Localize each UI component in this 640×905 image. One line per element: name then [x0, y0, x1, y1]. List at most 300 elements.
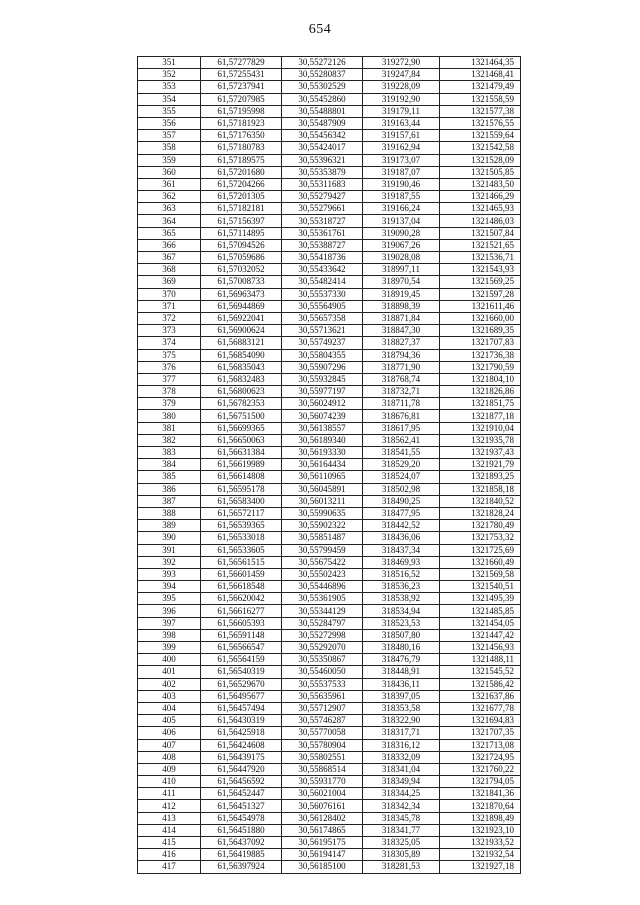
point-number-cell: 372	[138, 312, 201, 324]
y-coordinate-cell: 1321488,11	[440, 654, 521, 666]
y-coordinate-cell: 1321576,55	[440, 117, 521, 129]
latitude-cell: 61,56566547	[201, 642, 282, 654]
point-number-cell: 415	[138, 837, 201, 849]
x-coordinate-cell: 318437,34	[363, 544, 440, 556]
x-coordinate-cell: 319162,94	[363, 142, 440, 154]
point-number-cell: 404	[138, 702, 201, 714]
longitude-cell: 30,55344129	[282, 605, 363, 617]
y-coordinate-cell: 1321910,04	[440, 422, 521, 434]
longitude-cell: 30,55396321	[282, 154, 363, 166]
point-number-cell: 413	[138, 812, 201, 824]
longitude-cell: 30,55388727	[282, 239, 363, 251]
latitude-cell: 61,57114895	[201, 227, 282, 239]
point-number-cell: 401	[138, 666, 201, 678]
latitude-cell: 61,56437092	[201, 837, 282, 849]
y-coordinate-cell: 1321937,43	[440, 447, 521, 459]
x-coordinate-cell: 318732,71	[363, 386, 440, 398]
y-coordinate-cell: 1321935,78	[440, 434, 521, 446]
table-row	[138, 215, 521, 227]
longitude-cell: 30,55284797	[282, 617, 363, 629]
longitude-cell: 30,55712907	[282, 702, 363, 714]
x-coordinate-cell: 318898,39	[363, 300, 440, 312]
table-row	[138, 532, 521, 544]
longitude-cell: 30,56110965	[282, 471, 363, 483]
latitude-cell: 61,56540319	[201, 666, 282, 678]
x-coordinate-cell: 319187,07	[363, 166, 440, 178]
x-coordinate-cell: 318516,52	[363, 568, 440, 580]
latitude-cell: 61,56900624	[201, 325, 282, 337]
table-row	[138, 593, 521, 605]
table-row	[138, 422, 521, 434]
table-row	[138, 349, 521, 361]
x-coordinate-cell: 319028,08	[363, 252, 440, 264]
latitude-cell: 61,57182181	[201, 203, 282, 215]
table-row	[138, 252, 521, 264]
table-row	[138, 288, 521, 300]
y-coordinate-cell: 1321826,86	[440, 386, 521, 398]
latitude-cell: 61,56397924	[201, 861, 282, 873]
point-number-cell: 375	[138, 349, 201, 361]
longitude-cell: 30,56024912	[282, 398, 363, 410]
x-coordinate-cell: 318771,90	[363, 361, 440, 373]
table-row	[138, 361, 521, 373]
point-number-cell: 395	[138, 593, 201, 605]
latitude-cell: 61,56451327	[201, 800, 282, 812]
point-number-cell: 412	[138, 800, 201, 812]
longitude-cell: 30,55418736	[282, 252, 363, 264]
longitude-cell: 30,55799459	[282, 544, 363, 556]
longitude-cell: 30,55318727	[282, 215, 363, 227]
table-row	[138, 130, 521, 142]
x-coordinate-cell: 319190,46	[363, 178, 440, 190]
table-row	[138, 325, 521, 337]
point-number-cell: 363	[138, 203, 201, 215]
x-coordinate-cell: 318322,90	[363, 715, 440, 727]
y-coordinate-cell: 1321468,41	[440, 69, 521, 81]
longitude-cell: 30,56045891	[282, 483, 363, 495]
y-coordinate-cell: 1321465,93	[440, 203, 521, 215]
table-row	[138, 227, 521, 239]
longitude-cell: 30,55452860	[282, 93, 363, 105]
y-coordinate-cell: 1321828,24	[440, 507, 521, 519]
x-coordinate-cell: 319173,07	[363, 154, 440, 166]
x-coordinate-cell: 318305,89	[363, 849, 440, 861]
latitude-cell: 61,56564159	[201, 654, 282, 666]
latitude-cell: 61,56591148	[201, 629, 282, 641]
table-row	[138, 203, 521, 215]
latitude-cell: 61,56650063	[201, 434, 282, 446]
point-number-cell: 368	[138, 264, 201, 276]
latitude-cell: 61,56583400	[201, 495, 282, 507]
longitude-cell: 30,55353879	[282, 166, 363, 178]
x-coordinate-cell: 318794,36	[363, 349, 440, 361]
table-row	[138, 812, 521, 824]
y-coordinate-cell: 1321923,10	[440, 824, 521, 836]
y-coordinate-cell: 1321558,59	[440, 93, 521, 105]
point-number-cell: 397	[138, 617, 201, 629]
x-coordinate-cell: 319090,28	[363, 227, 440, 239]
table-row	[138, 495, 521, 507]
y-coordinate-cell: 1321780,49	[440, 520, 521, 532]
table-row	[138, 520, 521, 532]
longitude-cell: 30,56185100	[282, 861, 363, 873]
x-coordinate-cell: 318541,55	[363, 447, 440, 459]
x-coordinate-cell: 318442,52	[363, 520, 440, 532]
y-coordinate-cell: 1321528,09	[440, 154, 521, 166]
latitude-cell: 61,56631384	[201, 447, 282, 459]
y-coordinate-cell: 1321611,46	[440, 300, 521, 312]
point-number-cell: 409	[138, 763, 201, 775]
x-coordinate-cell: 318341,04	[363, 763, 440, 775]
y-coordinate-cell: 1321677,78	[440, 702, 521, 714]
x-coordinate-cell: 318997,11	[363, 264, 440, 276]
table-row	[138, 654, 521, 666]
x-coordinate-cell: 318281,53	[363, 861, 440, 873]
latitude-cell: 61,56595178	[201, 483, 282, 495]
x-coordinate-cell: 318316,12	[363, 739, 440, 751]
table-row	[138, 605, 521, 617]
x-coordinate-cell: 318536,23	[363, 581, 440, 593]
latitude-cell: 61,56922041	[201, 312, 282, 324]
y-coordinate-cell: 1321840,52	[440, 495, 521, 507]
longitude-cell: 30,55932845	[282, 373, 363, 385]
x-coordinate-cell: 318768,74	[363, 373, 440, 385]
longitude-cell: 30,55279661	[282, 203, 363, 215]
x-coordinate-cell: 318490,25	[363, 495, 440, 507]
longitude-cell: 30,55802551	[282, 751, 363, 763]
latitude-cell: 61,57180783	[201, 142, 282, 154]
table-row	[138, 154, 521, 166]
point-number-cell: 362	[138, 191, 201, 203]
latitude-cell: 61,56419885	[201, 849, 282, 861]
latitude-cell: 61,57094526	[201, 239, 282, 251]
table-row	[138, 544, 521, 556]
table-row	[138, 763, 521, 775]
point-number-cell: 365	[138, 227, 201, 239]
latitude-cell: 61,57255431	[201, 69, 282, 81]
y-coordinate-cell: 1321507,84	[440, 227, 521, 239]
longitude-cell: 30,55537330	[282, 288, 363, 300]
y-coordinate-cell: 1321724,95	[440, 751, 521, 763]
longitude-cell: 30,56194147	[282, 849, 363, 861]
table-row	[138, 81, 521, 93]
point-number-cell: 410	[138, 776, 201, 788]
longitude-cell: 30,55770058	[282, 727, 363, 739]
point-number-cell: 355	[138, 105, 201, 117]
longitude-cell: 30,55564905	[282, 300, 363, 312]
table-row	[138, 837, 521, 849]
longitude-cell: 30,55851487	[282, 532, 363, 544]
y-coordinate-cell: 1321569,58	[440, 568, 521, 580]
x-coordinate-cell: 319192,90	[363, 93, 440, 105]
point-number-cell: 364	[138, 215, 201, 227]
longitude-cell: 30,56189340	[282, 434, 363, 446]
x-coordinate-cell: 318436,06	[363, 532, 440, 544]
point-number-cell: 351	[138, 57, 201, 69]
longitude-cell: 30,55675422	[282, 556, 363, 568]
point-number-cell: 385	[138, 471, 201, 483]
table-row	[138, 57, 521, 69]
y-coordinate-cell: 1321927,18	[440, 861, 521, 873]
point-number-cell: 379	[138, 398, 201, 410]
y-coordinate-cell: 1321753,32	[440, 532, 521, 544]
point-number-cell: 358	[138, 142, 201, 154]
y-coordinate-cell: 1321464,35	[440, 57, 521, 69]
table-row	[138, 459, 521, 471]
point-number-cell: 387	[138, 495, 201, 507]
table-row	[138, 178, 521, 190]
longitude-cell: 30,56013211	[282, 495, 363, 507]
table-row	[138, 727, 521, 739]
latitude-cell: 61,56601459	[201, 568, 282, 580]
point-number-cell: 359	[138, 154, 201, 166]
point-number-cell: 380	[138, 410, 201, 422]
y-coordinate-cell: 1321794,05	[440, 776, 521, 788]
point-number-cell: 382	[138, 434, 201, 446]
x-coordinate-cell: 318349,94	[363, 776, 440, 788]
x-coordinate-cell: 319228,09	[363, 81, 440, 93]
longitude-cell: 30,55456342	[282, 130, 363, 142]
table-row	[138, 483, 521, 495]
table-row	[138, 507, 521, 519]
y-coordinate-cell: 1321540,51	[440, 581, 521, 593]
table-row	[138, 739, 521, 751]
y-coordinate-cell: 1321543,93	[440, 264, 521, 276]
point-number-cell: 408	[138, 751, 201, 763]
y-coordinate-cell: 1321456,93	[440, 642, 521, 654]
y-coordinate-cell: 1321559,64	[440, 130, 521, 142]
point-number-cell: 383	[138, 447, 201, 459]
longitude-cell: 30,56164434	[282, 459, 363, 471]
latitude-cell: 61,56430319	[201, 715, 282, 727]
y-coordinate-cell: 1321542,58	[440, 142, 521, 154]
longitude-cell: 30,55272998	[282, 629, 363, 641]
x-coordinate-cell: 319137,04	[363, 215, 440, 227]
table-row	[138, 398, 521, 410]
x-coordinate-cell: 318332,09	[363, 751, 440, 763]
x-coordinate-cell: 318476,79	[363, 654, 440, 666]
latitude-cell: 61,56620042	[201, 593, 282, 605]
point-number-cell: 403	[138, 690, 201, 702]
table-row	[138, 678, 521, 690]
table-row	[138, 715, 521, 727]
x-coordinate-cell: 318448,91	[363, 666, 440, 678]
latitude-cell: 61,56832483	[201, 373, 282, 385]
point-number-cell: 371	[138, 300, 201, 312]
y-coordinate-cell: 1321454,05	[440, 617, 521, 629]
table-row	[138, 690, 521, 702]
longitude-cell: 30,55746287	[282, 715, 363, 727]
latitude-cell: 61,56447920	[201, 763, 282, 775]
longitude-cell: 30,55280837	[282, 69, 363, 81]
latitude-cell: 61,56944869	[201, 300, 282, 312]
longitude-cell: 30,55311683	[282, 178, 363, 190]
latitude-cell: 61,56451880	[201, 824, 282, 836]
y-coordinate-cell: 1321725,69	[440, 544, 521, 556]
longitude-cell: 30,55990635	[282, 507, 363, 519]
latitude-cell: 61,56883121	[201, 337, 282, 349]
latitude-cell: 61,56425918	[201, 727, 282, 739]
longitude-cell: 30,56195175	[282, 837, 363, 849]
point-number-cell: 384	[138, 459, 201, 471]
point-number-cell: 398	[138, 629, 201, 641]
longitude-cell: 30,55488801	[282, 105, 363, 117]
longitude-cell: 30,55713621	[282, 325, 363, 337]
latitude-cell: 61,56539365	[201, 520, 282, 532]
y-coordinate-cell: 1321790,59	[440, 361, 521, 373]
x-coordinate-cell: 318919,45	[363, 288, 440, 300]
point-number-cell: 417	[138, 861, 201, 873]
y-coordinate-cell: 1321932,54	[440, 849, 521, 861]
latitude-cell: 61,56457494	[201, 702, 282, 714]
coordinates-table-body	[138, 57, 521, 874]
table-row	[138, 581, 521, 593]
y-coordinate-cell: 1321545,52	[440, 666, 521, 678]
table-row	[138, 666, 521, 678]
latitude-cell: 61,57201305	[201, 191, 282, 203]
point-number-cell: 414	[138, 824, 201, 836]
x-coordinate-cell: 318480,16	[363, 642, 440, 654]
longitude-cell: 30,56021004	[282, 788, 363, 800]
latitude-cell: 61,56424608	[201, 739, 282, 751]
table-row	[138, 239, 521, 251]
x-coordinate-cell: 318353,58	[363, 702, 440, 714]
point-number-cell: 402	[138, 678, 201, 690]
latitude-cell: 61,57032052	[201, 264, 282, 276]
x-coordinate-cell: 318827,37	[363, 337, 440, 349]
point-number-cell: 406	[138, 727, 201, 739]
latitude-cell: 61,56439175	[201, 751, 282, 763]
x-coordinate-cell: 318523,53	[363, 617, 440, 629]
x-coordinate-cell: 318344,25	[363, 788, 440, 800]
latitude-cell: 61,57277829	[201, 57, 282, 69]
latitude-cell: 61,57204266	[201, 178, 282, 190]
point-number-cell: 357	[138, 130, 201, 142]
x-coordinate-cell: 318529,20	[363, 459, 440, 471]
latitude-cell: 61,56495677	[201, 690, 282, 702]
y-coordinate-cell: 1321521,65	[440, 239, 521, 251]
y-coordinate-cell: 1321893,25	[440, 471, 521, 483]
table-row	[138, 447, 521, 459]
table-row	[138, 264, 521, 276]
point-number-cell: 400	[138, 654, 201, 666]
longitude-cell: 30,56128402	[282, 812, 363, 824]
y-coordinate-cell: 1321858,18	[440, 483, 521, 495]
longitude-cell: 30,55361905	[282, 593, 363, 605]
y-coordinate-cell: 1321870,64	[440, 800, 521, 812]
latitude-cell: 61,56454978	[201, 812, 282, 824]
y-coordinate-cell: 1321689,35	[440, 325, 521, 337]
y-coordinate-cell: 1321569,25	[440, 276, 521, 288]
point-number-cell: 389	[138, 520, 201, 532]
table-row	[138, 824, 521, 836]
table-row	[138, 105, 521, 117]
latitude-cell: 61,57201680	[201, 166, 282, 178]
point-number-cell: 376	[138, 361, 201, 373]
x-coordinate-cell: 318317,71	[363, 727, 440, 739]
longitude-cell: 30,55868514	[282, 763, 363, 775]
y-coordinate-cell: 1321877,18	[440, 410, 521, 422]
y-coordinate-cell: 1321851,75	[440, 398, 521, 410]
y-coordinate-cell: 1321485,85	[440, 605, 521, 617]
point-number-cell: 390	[138, 532, 201, 544]
x-coordinate-cell: 318534,94	[363, 605, 440, 617]
latitude-cell: 61,56529670	[201, 678, 282, 690]
latitude-cell: 61,56533018	[201, 532, 282, 544]
point-number-cell: 360	[138, 166, 201, 178]
latitude-cell: 61,56800623	[201, 386, 282, 398]
x-coordinate-cell: 319163,44	[363, 117, 440, 129]
x-coordinate-cell: 319247,84	[363, 69, 440, 81]
longitude-cell: 30,55272126	[282, 57, 363, 69]
table-row	[138, 117, 521, 129]
point-number-cell: 391	[138, 544, 201, 556]
y-coordinate-cell: 1321694,83	[440, 715, 521, 727]
x-coordinate-cell: 318562,41	[363, 434, 440, 446]
point-number-cell: 416	[138, 849, 201, 861]
longitude-cell: 30,56076161	[282, 800, 363, 812]
x-coordinate-cell: 318477,95	[363, 507, 440, 519]
latitude-cell: 61,56572117	[201, 507, 282, 519]
latitude-cell: 61,56751500	[201, 410, 282, 422]
table-row	[138, 642, 521, 654]
longitude-cell: 30,55487909	[282, 117, 363, 129]
y-coordinate-cell: 1321736,38	[440, 349, 521, 361]
y-coordinate-cell: 1321660,00	[440, 312, 521, 324]
latitude-cell: 61,56616277	[201, 605, 282, 617]
y-coordinate-cell: 1321933,52	[440, 837, 521, 849]
latitude-cell: 61,56782353	[201, 398, 282, 410]
point-number-cell: 366	[138, 239, 201, 251]
y-coordinate-cell: 1321707,83	[440, 337, 521, 349]
longitude-cell: 30,55537533	[282, 678, 363, 690]
point-number-cell: 381	[138, 422, 201, 434]
x-coordinate-cell: 319067,26	[363, 239, 440, 251]
longitude-cell: 30,55902322	[282, 520, 363, 532]
y-coordinate-cell: 1321483,50	[440, 178, 521, 190]
latitude-cell: 61,56452447	[201, 788, 282, 800]
longitude-cell: 30,56174865	[282, 824, 363, 836]
latitude-cell: 61,56963473	[201, 288, 282, 300]
x-coordinate-cell: 318502,98	[363, 483, 440, 495]
point-number-cell: 374	[138, 337, 201, 349]
x-coordinate-cell: 318524,07	[363, 471, 440, 483]
point-number-cell: 399	[138, 642, 201, 654]
latitude-cell: 61,57189575	[201, 154, 282, 166]
latitude-cell: 61,56619989	[201, 459, 282, 471]
longitude-cell: 30,55361761	[282, 227, 363, 239]
y-coordinate-cell: 1321486,03	[440, 215, 521, 227]
longitude-cell: 30,55931770	[282, 776, 363, 788]
latitude-cell: 61,56533605	[201, 544, 282, 556]
longitude-cell: 30,55977197	[282, 386, 363, 398]
y-coordinate-cell: 1321495,39	[440, 593, 521, 605]
longitude-cell: 30,56138557	[282, 422, 363, 434]
latitude-cell: 61,56854090	[201, 349, 282, 361]
point-number-cell: 405	[138, 715, 201, 727]
table-row	[138, 776, 521, 788]
point-number-cell: 396	[138, 605, 201, 617]
longitude-cell: 30,55657358	[282, 312, 363, 324]
table-row	[138, 471, 521, 483]
point-number-cell: 354	[138, 93, 201, 105]
table-row	[138, 300, 521, 312]
longitude-cell: 30,55749237	[282, 337, 363, 349]
y-coordinate-cell: 1321577,38	[440, 105, 521, 117]
y-coordinate-cell: 1321660,49	[440, 556, 521, 568]
y-coordinate-cell: 1321505,85	[440, 166, 521, 178]
x-coordinate-cell: 318847,30	[363, 325, 440, 337]
